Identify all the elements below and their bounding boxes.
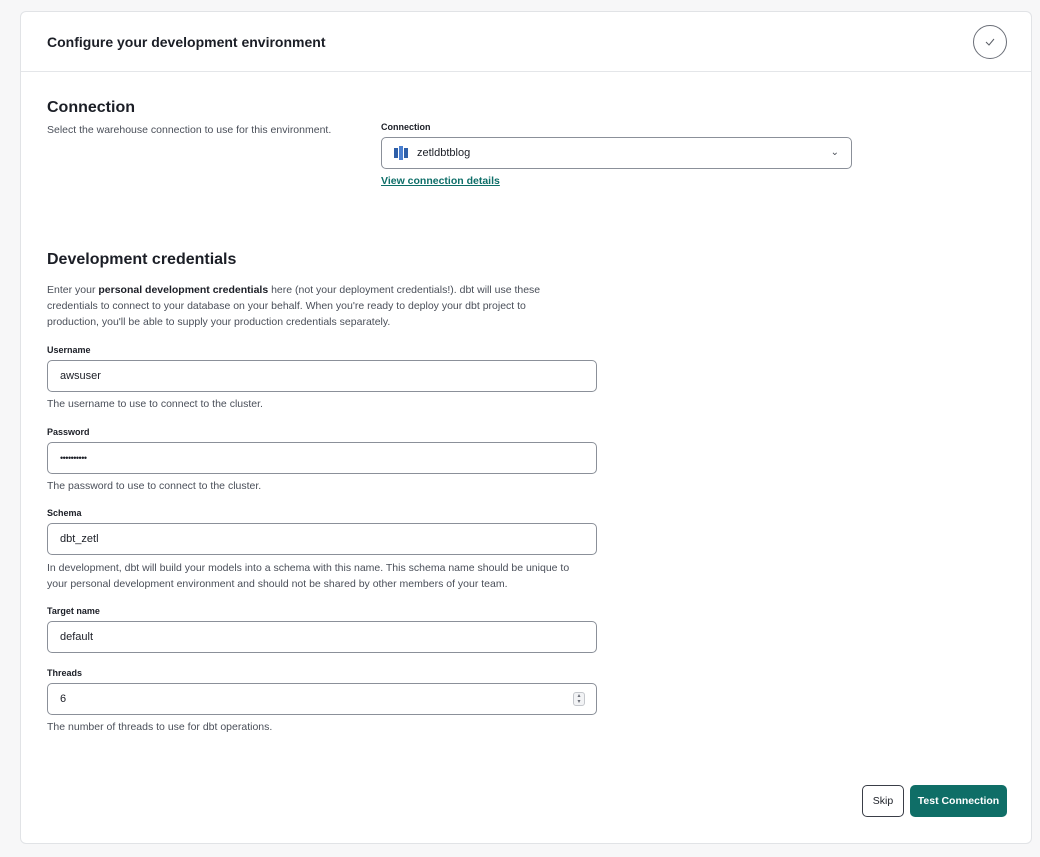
schema-value: dbt_zetl <box>60 533 99 545</box>
password-label: Password <box>47 427 90 437</box>
target-name-field[interactable] <box>47 621 597 653</box>
username-label: Username <box>47 345 91 355</box>
stepper-up-icon[interactable]: ▴ <box>577 693 581 699</box>
connection-description: Select the warehouse connection to use for this environment. <box>47 124 332 136</box>
intro-line1-suffix: here (not your deployment credentials!). dbt will use these <box>268 284 541 296</box>
threads-stepper[interactable] <box>573 692 585 706</box>
view-connection-details-link[interactable]: View connection details <box>381 175 500 187</box>
test-connection-button[interactable]: Test Connection <box>910 785 1007 817</box>
connection-field-label: Connection <box>381 122 431 132</box>
checkmark-icon <box>985 38 995 46</box>
target-name-label: Target name <box>47 606 100 616</box>
intro-line2: credentials to connect to your database on your behalf. When you're ready to deploy your dbt project to <box>47 300 526 312</box>
connection-select[interactable] <box>381 137 852 169</box>
threads-field[interactable] <box>47 683 597 715</box>
threads-help: The number of threads to use for dbt operations. <box>47 721 273 733</box>
schema-help-line1: In development, dbt will build your models into a schema with this name. This schema name should be unique to <box>47 562 570 574</box>
target-name-value: default <box>60 631 94 643</box>
schema-help-line2: your personal development environment and should not be shared by other members of your team. <box>47 578 508 590</box>
connection-selected-value: zetldbtblog <box>417 147 471 159</box>
intro-line3: production, you'll be able to supply your production credentials separately. <box>47 316 391 328</box>
intro-prefix: Enter your <box>47 284 99 296</box>
username-help: The username to use to connect to the cluster. <box>47 398 263 410</box>
skip-button[interactable]: Skip <box>862 785 904 817</box>
credentials-section-title: Development credentials <box>47 251 237 268</box>
password-value: •••••••••• <box>60 453 87 463</box>
credentials-intro <box>47 282 607 330</box>
schema-label: Schema <box>47 508 82 518</box>
schema-field[interactable] <box>47 523 597 555</box>
schema-help <box>47 560 569 592</box>
connection-section-title: Connection <box>47 99 135 116</box>
stepper-down-icon[interactable]: ▾ <box>577 699 581 705</box>
redshift-database-icon <box>394 145 408 161</box>
setup-card <box>20 11 1032 844</box>
password-field[interactable] <box>47 442 597 474</box>
password-help: The password to use to connect to the cluster. <box>47 480 262 492</box>
threads-value: 6 <box>60 693 67 705</box>
chevron-down-icon: ⌄ <box>830 147 839 158</box>
card-header <box>21 12 1031 72</box>
username-value: awsuser <box>60 370 101 382</box>
step-complete-button[interactable] <box>973 25 1007 59</box>
threads-label: Threads <box>47 668 83 678</box>
username-field[interactable] <box>47 360 597 392</box>
intro-strong: personal development credentials <box>98 284 269 296</box>
page-title: Configure your development environment <box>47 34 326 50</box>
